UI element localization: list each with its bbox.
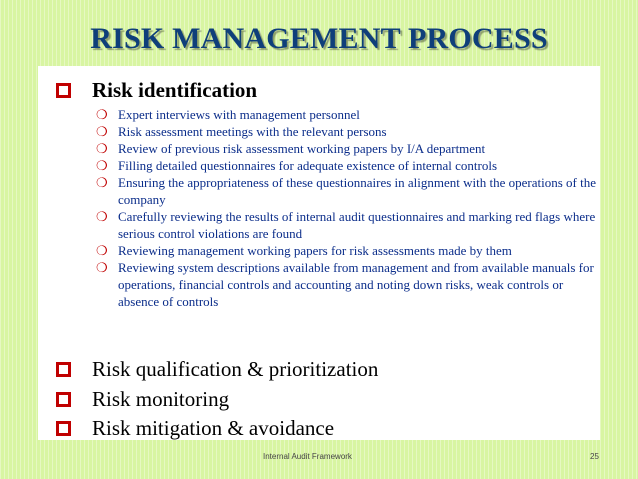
circle-bullet-icon: ❍ — [96, 209, 108, 224]
main-item-label: Risk monitoring — [92, 387, 230, 411]
main-item-risk-qualification — [56, 357, 378, 382]
sub-item — [96, 106, 596, 123]
square-bullet-icon — [56, 83, 71, 98]
sub-item-text: Reviewing system descriptions available from management and from available manuals for operations, financial controls and accounting and noting down risks, weak controls or absence of controls — [118, 260, 594, 309]
sub-item — [96, 259, 596, 310]
sub-item-list — [96, 106, 596, 310]
sub-item — [96, 208, 596, 242]
sub-item-text: Risk assessment meetings with the relevant persons — [118, 124, 387, 139]
sub-item-text: Expert interviews with management personnel — [118, 107, 360, 122]
circle-bullet-icon: ❍ — [96, 141, 108, 156]
circle-bullet-icon: ❍ — [96, 107, 108, 122]
footer-text: Internal Audit Framework — [263, 452, 352, 461]
sub-item-text: Carefully reviewing the results of internal audit questionnaires and marking red flags where serious control violations are found — [118, 209, 596, 241]
circle-bullet-icon: ❍ — [96, 158, 108, 173]
circle-bullet-icon: ❍ — [96, 243, 108, 258]
page-number: 25 — [590, 452, 599, 461]
circle-bullet-icon: ❍ — [96, 124, 108, 139]
slide-title: RISK MANAGEMENT PROCESS — [90, 22, 548, 55]
sub-item-text: Review of previous risk assessment working papers by I/A department — [118, 141, 486, 156]
main-item-risk-monitoring — [56, 387, 229, 412]
sub-item-text: Filling detailed questionnaires for adequate existence of internal controls — [118, 158, 498, 173]
main-item-risk-mitigation — [56, 416, 334, 441]
main-item-label: Risk mitigation & avoidance — [92, 416, 335, 440]
sub-item — [96, 242, 596, 259]
square-bullet-icon — [56, 362, 71, 377]
sub-item — [96, 174, 596, 208]
main-item-label: Risk qualification & prioritization — [92, 357, 379, 381]
sub-item — [96, 140, 596, 157]
sub-item — [96, 123, 596, 140]
main-item-risk-identification — [56, 78, 257, 103]
sub-item — [96, 157, 596, 174]
square-bullet-icon — [56, 421, 71, 436]
circle-bullet-icon: ❍ — [96, 260, 108, 275]
sub-item-text: Ensuring the appropriateness of these questionnaires in alignment with the operations of the company — [118, 175, 596, 207]
square-bullet-icon — [56, 392, 71, 407]
circle-bullet-icon: ❍ — [96, 175, 108, 190]
sub-item-text: Reviewing management working papers for risk assessments made by them — [118, 243, 512, 258]
main-item-label: Risk identification — [92, 78, 258, 102]
